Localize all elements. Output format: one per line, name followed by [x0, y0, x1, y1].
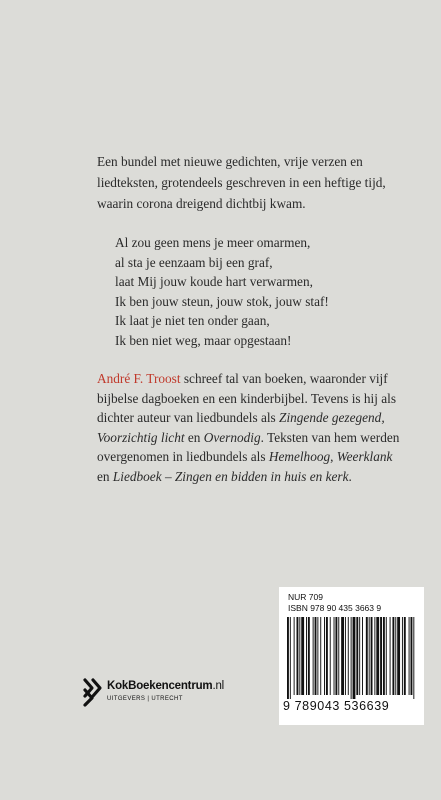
barcode-bar — [413, 617, 414, 699]
barcode-bar — [392, 617, 394, 695]
barcode-bar — [330, 617, 331, 695]
poem-line: Ik ben jouw steun, jouw stok, jouw staf! — [115, 293, 329, 309]
barcode-bar — [301, 617, 304, 695]
barcode-bar — [397, 617, 400, 695]
author-bio — [97, 369, 407, 487]
publisher-subtitle: UITGEVERS | UTRECHT — [107, 696, 183, 702]
barcode-bar — [369, 617, 370, 695]
publisher-name — [107, 680, 224, 692]
book-title: Voorzichtig licht — [97, 429, 185, 445]
bio-text: . — [348, 468, 352, 484]
barcode-bar — [383, 617, 385, 695]
bio-text: en — [184, 429, 204, 445]
barcode-bar — [341, 617, 344, 695]
barcode-bar — [326, 617, 328, 695]
barcode-bar — [371, 617, 373, 695]
barcode-bar — [359, 617, 360, 695]
intro-line: Een bundel met nieuwe gedichten, vrije verzen en — [97, 154, 363, 169]
barcode-bar — [317, 617, 318, 695]
nur-code: NUR 709 — [288, 592, 323, 602]
publisher-logo — [82, 675, 282, 715]
bio-text: dichter auteur van liedbundels als — [97, 410, 280, 426]
bio-text: en — [97, 468, 113, 484]
barcode-bar — [315, 617, 317, 695]
intro-line: waarin corona dreigend dichtbij kwam. — [97, 196, 306, 211]
barcode-bar — [380, 617, 382, 695]
barcode-bar — [345, 617, 346, 695]
barcode-bar — [411, 617, 413, 695]
barcode-bar — [297, 617, 299, 695]
barcode-bar — [386, 617, 387, 695]
barcode-bar — [334, 617, 335, 695]
intro-line: liedteksten, grotendeels geschreven in een heftige tijd, — [97, 175, 386, 190]
publisher-tld: .nl — [212, 680, 224, 692]
barcode-bar — [351, 617, 352, 699]
bio-text: . Teksten van hem werden — [260, 429, 400, 445]
isbn-number: ISBN 978 90 435 3663 9 — [288, 603, 382, 613]
publisher-brand: KokBoekencentrum — [107, 680, 213, 692]
barcode-bar — [390, 617, 391, 695]
barcode-bar — [324, 617, 325, 695]
bio-line — [97, 408, 407, 428]
barcode-bar — [290, 617, 291, 699]
barcode-icon — [285, 617, 418, 699]
barcode-bar — [409, 617, 410, 695]
ean-digits: 9 789043 536639 — [283, 699, 390, 713]
book-title: Overnodig — [203, 429, 261, 445]
poem-line: laat Mij jouw koude hart verwarmen, — [115, 274, 313, 289]
book-title: Weerklank — [336, 449, 393, 465]
book-title: Liedboek – Zingen en bidden in huis en kerk — [112, 468, 349, 484]
barcode-bar — [356, 617, 358, 695]
barcode-bar — [287, 617, 289, 699]
poem-line: al sta je eenzaam bij een graf, — [115, 254, 273, 270]
barcode-bar — [353, 617, 356, 699]
barcode-bar — [338, 617, 339, 695]
barcode-bar — [313, 617, 314, 695]
barcode-bar — [402, 617, 403, 695]
barcode-bar — [362, 617, 363, 695]
barcode-bar — [335, 617, 337, 695]
bio-line — [97, 428, 407, 448]
poem-line: Al zou geen mens je meer omarmen, — [115, 235, 311, 250]
barcode-bar — [320, 617, 321, 695]
bio-text: overgenomen in liedbundels als — [97, 449, 269, 465]
bio-line: bijbelse dagboeken en een kinderbijbel. Tevens is hij als — [97, 390, 397, 406]
barcode-bar — [348, 617, 349, 695]
author-name: André F. Troost — [97, 371, 181, 386]
book-title: Hemelhoog — [268, 449, 331, 465]
poem — [115, 233, 415, 350]
barcode-bar — [395, 617, 396, 695]
barcode-bar — [374, 617, 375, 695]
bio-line — [97, 369, 407, 389]
book-title: Zingende gezegend, — [279, 410, 385, 426]
barcode-bar — [294, 617, 295, 695]
barcode-panel — [279, 587, 424, 725]
intro-text — [97, 151, 397, 214]
poem-line: Ik ben niet weg, maar opgestaan! — [115, 332, 292, 348]
barcode-bar — [299, 617, 300, 695]
barcode-bar — [366, 617, 368, 695]
poem-line: Ik laat je niet ten onder gaan, — [115, 313, 270, 328]
bio-text: , — [330, 449, 337, 465]
barcode-bar — [404, 617, 406, 695]
kok-boekencentrum-logo-icon — [82, 677, 104, 707]
barcode-bar — [376, 617, 379, 695]
bio-line — [97, 447, 407, 467]
bio-text: schreef tal van boeken, waaronder vijf — [180, 371, 388, 386]
bio-line — [97, 467, 407, 487]
barcode-bar — [306, 617, 307, 695]
barcode-bar — [308, 617, 310, 695]
